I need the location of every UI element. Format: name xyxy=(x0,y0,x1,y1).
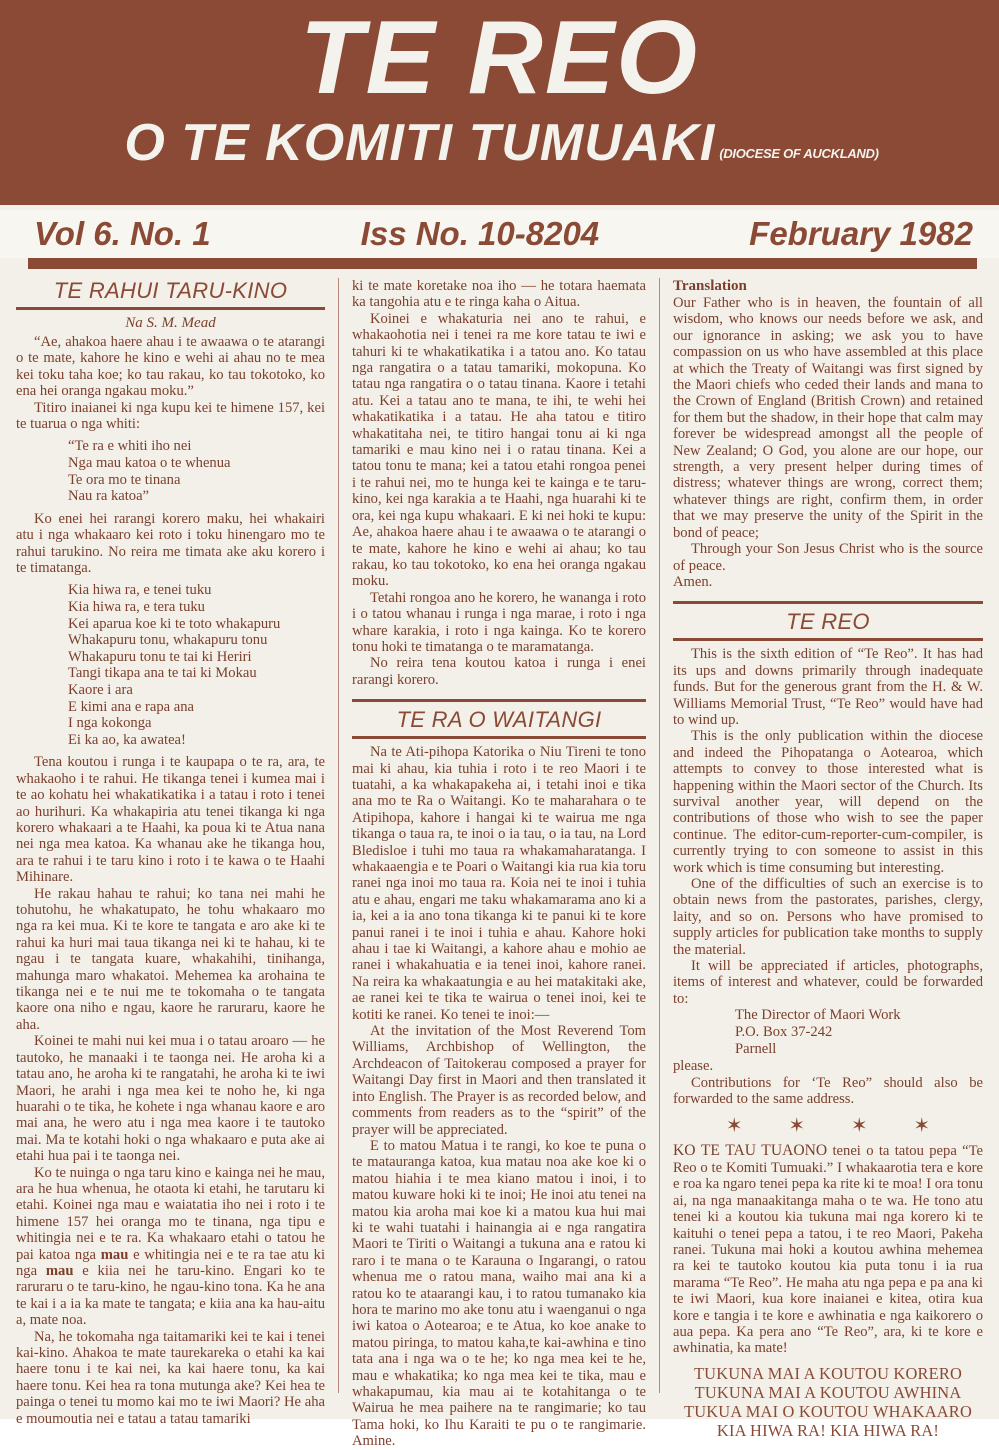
section-heading-te-reo: TE REO xyxy=(786,609,870,635)
diocese-label: (DIOCESE OF AUCKLAND) xyxy=(719,146,879,161)
translation-closing: Through your Son Jesus Christ who is the source of peace. xyxy=(673,541,983,574)
star-separator xyxy=(673,1107,983,1143)
translation-body: Our Father who is in heaven, the fountain of all wisdom, who knows our needs before we ask, and our ignorance in asking; we ask you to have compassion on us who have assembled at this place at which the Treaty of Waitangi was first signed by the Maori chiefs who ceded their lands and mana to the Crown of England (British Crown) and retained for them but the shadow, in their hope that calm may forever be widespread amongst all the people of New Zealand; O God, you alone are our hope, our strength, a very present helper during times of distress; whatever things are wrong, correct them; whatever things are right, confirm them, in order that we may preserve the unity of the Spirit in the bond of peace; xyxy=(673,295,983,541)
column-two xyxy=(338,278,660,1450)
paragraph: Tena koutou i runga i te kaupapa o te ra, ara, te whakaoho i te rahui. He tikanga tenei i kumea mai i te ao kohatu hei whakatikatika i a tatau i roto i tenei ao hurihuri. Ka whakapiria atu tenei tikanga ki nga korero whakaari a te Haahi, ka poua ki te Atua nana nei nga mea katoa. Ka whanau ake he tikanga hou, ara te rahui i te taru kino i roto i te kawa o te Haahi Mihinare. xyxy=(16,754,325,886)
forwarding-address xyxy=(673,1007,983,1058)
closing-line: KIA HIWA RA! KIA HIWA RA! xyxy=(716,1420,940,1440)
volume-label: Vol 6. No. 1 xyxy=(34,215,211,252)
section-heading-te-ra-o-waitangi: TE RA O WAITANGI xyxy=(396,707,602,733)
spacer xyxy=(352,688,646,699)
paragraph: Tetahi rongoa ano he korero, he wananga i roto i o tatou whanau i runga i nga marae, i roto i nga whare karakia, i roto i nga kainga. Ko te korero tonu hoki te timatanga o te maramatanga. xyxy=(352,589,646,655)
verse-line: Kei aparua koe ki te toto whakapuru xyxy=(68,615,281,632)
please-line: please. xyxy=(673,1058,714,1075)
forwarding-intro: It will be appreciated if articles, photographs, items of interest and whatever, could be forwarded to: xyxy=(673,958,983,1007)
verse-line: Kia hiwa ra, e tera tuku xyxy=(68,599,205,616)
heading-rule-bottom xyxy=(352,736,646,739)
paragraph: E to matou Matua i te rangi, ko koe te puna o te matauranga katoa, kua matau noa ake koe ki o matou hiahia i te mea kiano matou i inoi, i to matou kuware hoki ki te inoi; He inoi atu tenei na matou kia aroha mai koe ki a matou kua hui mai ki te wahi tuatahi i hainangia ai e nga rangatira Maori te Tiriti o Waitangi a tukuna ana e ratou ki raro i te mana o te Karauna o Ingarangi, o ratou whenua me o ratou mana, waiho mai ana ki a ratou ko te ataarangi kau, i to ratou tumanako kia hora te marino mo ake tonu atu i waenganui o nga iwi katoa o Aotearoa; e te Atua, ko koe anake to matou piringa, to matou kaha,te kai-awhina e tino tata ana i nga wa o te he; ko nga mea kei te he, mau e whakatika; ko nga mea kei te tika, mau e whakapumau, kia mau ai te kotahitanga o te Wairua he mea paihere na te rangimarie; ko tau Tama hoki, ko Ihu Karaiti te pu o te rangimarie. Amine. xyxy=(352,1137,646,1450)
star-icon: ✶ xyxy=(788,1115,806,1138)
text-run: e whitingia nei e te ra tae atu ki nga xyxy=(16,1246,325,1279)
issue-bar xyxy=(0,210,999,258)
publication-subtitle-row xyxy=(0,114,999,172)
address-line: The Director of Maori Work xyxy=(735,1007,901,1024)
verse-block-one xyxy=(16,438,325,504)
issue-number-label: Iss No. 10-8204 xyxy=(360,215,600,252)
paragraph: This is the sixth edition of “Te Reo”. It has had its ups and downs primarily through inadequate funds. But for the generous grant from the H. & W. Williams Memorial Trust, “Te Reo” would have had to wind up. xyxy=(673,646,983,728)
final-notice-lead: KO TE TAU TUAONO xyxy=(673,1142,828,1160)
issue-date-label: February 1982 xyxy=(749,215,973,252)
closing-line: TUKUNA MAI A KOUTOU AWHINA xyxy=(694,1382,962,1402)
verse-line: Ei ka ao, ka awatea! xyxy=(68,731,186,748)
amen-line: Amen. xyxy=(673,573,713,590)
closing-line: TUKUA MAI O KOUTOU WHAKAARO xyxy=(684,1401,972,1421)
verse-line: I nga kokonga xyxy=(68,715,152,732)
verse-line: Te ora mo te tinana xyxy=(68,471,181,488)
paragraph: At the invitation of the Most Reverend Tom Williams, Archbishop of Wellington, the Archdeacon of Taitokerau composed a prayer for Waitangi Day first in Maori and then translated it into English. The Prayer is as recorded below, and comments from readers as to the “spirit” of the prayer will be appreciated. xyxy=(352,1023,646,1138)
emphasis-mau-2: mau xyxy=(45,1262,74,1279)
column-one xyxy=(16,278,338,1427)
translation-label: Translation xyxy=(673,278,747,294)
final-notice-body: tenei o ta tatou pepa “Te Reo o te Komiti Tumuaki.” I whakaarotia tera e kore e roa ka ngaro tenei pepa ka rite ki te moa! I ora tonu ai, na nga manaakitanga maha o te wa. He tono atu tenei ki a koutou kia tukuna mai nga korero ki te kaituhi o tenei pepa a tatou, i te reo Maori, Pakeha ranei. Tukuna mai hoki a koutou awhina mehemea ra kei te tautoko koutou kia puta tonu i ia rua marama “Te Reo”. He maha atu nga pepa e pa ana ki te iwi Maori, kua kore inaianei e kitea, otira kua kore e tangia i te kore e awhinatia e nga kaikorero o aua pepa. Ka pera ano “Te Reo”, ara, ki te kore e awhinatia, ka mate! xyxy=(673,1143,983,1357)
verse-line: Nga mau katoa o te whenua xyxy=(68,455,231,472)
heading-rule xyxy=(16,307,325,310)
star-icon: ✶ xyxy=(850,1115,868,1138)
verse-line: Kia hiwa ra, e tenei tuku xyxy=(68,582,212,599)
emphasis-mau-1: mau xyxy=(100,1246,129,1263)
address-line: Parnell xyxy=(735,1041,777,1058)
heading-rule-top xyxy=(352,699,646,702)
verse-line: Whakapuru tonu te tai ki Heriri xyxy=(68,648,252,665)
masthead-lower-band xyxy=(0,196,999,205)
paragraph: Titiro inaianei ki nga kupu kei te himene 157, kei te tuarua o nga whiti: xyxy=(16,399,325,433)
paragraph: One of the difficulties of such an exercise is to obtain news from the pastorates, parishes, clergy, laity, and so on. Persons who have promised to supply articles for publication take months to supply the material. xyxy=(673,876,983,958)
column-three xyxy=(660,278,983,1440)
star-icon: ✶ xyxy=(725,1115,743,1138)
byline-author: Na S. M. Mead xyxy=(125,315,216,331)
section-heading-te-rahui: TE RAHUI TARU-KINO xyxy=(53,278,288,303)
paragraph-continued: ki te mate koretake noa iho — he totara haemata ka tangohia atu e te ringa kaha o Aitua. xyxy=(352,278,646,311)
closing-line: TUKUNA MAI A KOUTOU KORERO xyxy=(693,1363,963,1383)
paragraph: Koinei te mahi nui kei mua i o tatau aroaro — he tautoko, he manaaki i te taonga nei. He aroha ki a tatau ano, he aroha ki te rangatahi, he aroha ki te iwi Maori, he arahi i nga mea kei te noho he, ki nga huarahi o te tika, he kohete i nga whanau kaore e aro mai ana, he wero atu i nga mea kaore i te tautoko mai. Ma te kotahi hoki o nga whakaaro e puta ake ai etahi hua pai i te taonga nei. xyxy=(16,1033,325,1165)
masthead xyxy=(0,0,999,196)
text-run: Ko te nuinga o nga taru kino e kainga nei he mau, ara he hua whenua, he otaota ki etahi, he tarutaru ki etahi. Koinei nga mau e waiatatia iho nei i roto i te himene 157 hei oranga mo te tinana, nga tipu e whitingia nei e te ra. Ka whakaaro etahi o tatou he pai katoa nga xyxy=(16,1164,325,1263)
verse-line: “Te ra e whiti iho nei xyxy=(68,438,192,455)
spacer xyxy=(673,590,983,601)
paragraph-with-emphasis xyxy=(16,1165,325,1329)
paragraph: No reira tena koutou katoa i runga i enei rarangi korero. xyxy=(352,655,646,688)
verse-line: Kaore i ara xyxy=(68,682,133,698)
paragraph: Na te Ati-pihopa Katorika o Niu Tireni te tono mai ki ahau, kia tuhia i roto i te reo Maori i te tuatahi, a ka whakapakeha ai, i tetahi inoi e tika ana mo te Ra o Waitangi. Ko te maharahara o te Atipihopa, kahore i hangai ki te wairua me nga tikanga o taua ra, te inoi o ia tau, o ia tau, na Lord Bledisloe i tuhi mo taua ra whakamaharatanga. I whakaaengia e te Poari o Waitangi kia rua kia toru ranei nga inoi mo taua ra. Koia nei te inoi i tuhia atu e ahau, engari me taku whakamarama ano ki a ia, kei a ia ano tona tikanga ki te panui ki te kore panui ranei i te inoi i tuhia e ahau. Kahore hoki ahau i tae ki Waitangi, a kahore ahau e mohio ae ranei i whakahuatia e ia tenei inoi, kahore ranei. Na reira ka whakaatungia e au hei matakitaki ake, ae ranei kei te tika te wairua o tenei inoi, kei te kotiti ke ranei. Ko tenei te inoi:— xyxy=(352,744,646,1023)
final-notice xyxy=(673,1143,983,1356)
publication-title: TE REO xyxy=(299,0,700,116)
paragraph: He rakau hahau te rahui; ko tana nei mahi he tohutohu, he whakatupato, he tohu whakaaro mo nga ra kei mua. Ki te kore te tangata e aro ake ki te rahui ka huri mai taua tikanga nei ki te hahau, ki te ngau i te tangata kuare, whakahihi, tinihanga, mahunga maro whakatoi. Mehemea ka arohaina te tikanga nei e te nui me te tokomaha o te tangata kaore ona niho e ngau, kaore he raruraru, kaore he aha. xyxy=(16,885,325,1033)
article-columns xyxy=(0,269,999,1450)
verse-line: Tangi tikapa ana te tai ki Mokau xyxy=(68,665,257,682)
paragraph: Na, he tokomaha nga taitamariki kei te kai i tenei kai-kino. Ahakoa te mate taurekareka o etahi ka kai haere tonu i te kai nei, ka kai haere tonu, ka kai haere tonu. Kei hea ra tona mutunga ake? Kei hea te painga o tenei tu momo kai mo te iwi Maori? He aha e moumoutia nei e tatau a tatau tamariki xyxy=(16,1328,325,1427)
heading-rule-bottom xyxy=(673,638,983,641)
paragraph: Ko enei hei rarangi korero maku, hei whakairi atu i nga whakaaro kei roto i toku hinengaro mo te rahui tarukino. No reira me timata ake aku korero i te timatanga. xyxy=(16,510,325,577)
publication-subtitle: O TE KOMITI TUMUAKI xyxy=(124,114,716,172)
paragraph: This is the only publication within the diocese and indeed the Pihopatanga o Aotearoa, which attempts to convey to those interested what is happening within the Maori sector of the Church. Its survival another year, will depend on the contributions of those who wish to see the paper continue. The editor-cum-reporter-cum-compiler, is currently trying to con someone to assist in this work which is time consuming but interesting. xyxy=(673,728,983,876)
paragraph: Koinei e whakaturia nei ano te rahui, e whakaohotia nei i tenei ra me kore tatau te iwi e tahuri ki te whakatikatika i a tatou ano. Ko tatau nga rangatira o a tatau tamariki, mokopuna. Ko tatau nga rangatira o o tatau tinana. Kaore i tetahi atu. Kei a tatau ano te mana, te ihi, te wehi hei whakatikatika i a tatau. He aha tatou e titiro whakatitaha nei, te titiro hangai tonu ai ki nga tamariki e mau kino nei i o ratau tinana. Kei a tatou tonu te mana; kei a tatou etahi rongoa penei i te rahui nei, mo te hunga kei te kainga e te taru-kino, kei nga karakia a te Haahi, nga huarahi ki te ora, kei nga kupu whakaari. E ki nei hoki te kupu: Ae, ahakoa haere ahau i te awaawa o te atarangi o te mate, kahore he kino e wehi ai ahau; ko tau rakau, ko tau tokotoko, ko ena hei oranga ngakau moku. xyxy=(352,310,646,590)
heading-rule-top xyxy=(673,601,983,604)
star-icon: ✶ xyxy=(913,1115,931,1138)
address-line: P.O. Box 37-242 xyxy=(735,1024,833,1041)
issue-bar-rule xyxy=(28,258,977,269)
closing-call-to-action xyxy=(673,1364,983,1440)
verse-line: Nau ra katoa” xyxy=(68,488,150,505)
paragraph: “Ae, ahakoa haere ahau i te awaawa o te atarangi o te mate, kahore he kino e wehi ai ahau no te mea kei toku taha koe; ko tau rakau, ko tau tokotoko, ko ena hei oranga ngakau moku.” xyxy=(16,334,325,400)
text-run: e kiia nei he taru-kino. Engari ko te raruraru o te taru-kino, he ngau-kino tona. Ka he ana te kai i a ia ka mate te tangata; e kiia ana ka hau-aitu a, mate noa. xyxy=(16,1262,325,1329)
verse-line: Whakapuru tonu, whakapuru tonu xyxy=(68,632,268,649)
paragraph: Contributions for ‘Te Reo” should also be forwarded to the same address. xyxy=(673,1074,983,1108)
verse-block-two xyxy=(16,582,325,748)
verse-line: E kimi ana e rapa ana xyxy=(68,698,195,715)
